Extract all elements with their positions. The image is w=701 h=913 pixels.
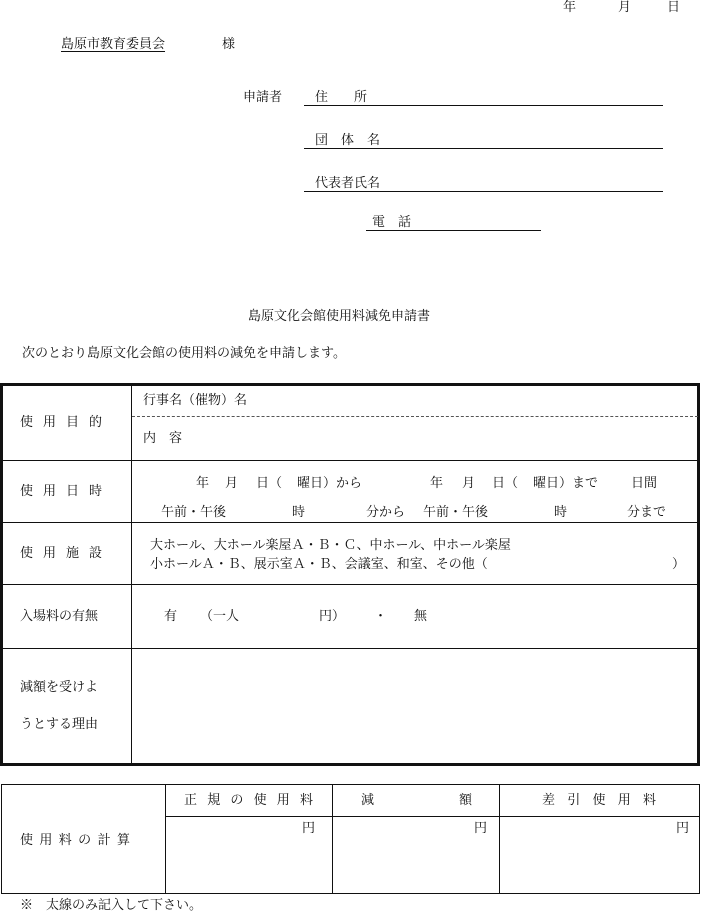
purpose-dashed-divider [132,416,698,417]
facility-line1: 大ホール、大ホール楽屋Ａ・Ｂ・Ｃ、中ホール、中ホール楽屋 [150,538,511,553]
purpose-label: 使 用 目 的 [20,415,102,430]
representative-line[interactable] [304,191,663,192]
dt-days: 日間 [631,476,658,491]
dt-end-weekday: 曜日）まで [533,476,599,491]
facility-label: 使 用 施 設 [20,546,102,561]
fee-header-net: 差 引 使 用 料 [542,793,656,808]
admission-per-person: （一人 [200,609,240,624]
dt-start-day: 日（ [256,476,283,491]
fee-net-input[interactable] [500,817,699,893]
group-name-label: 団 体 名 [315,133,381,148]
datetime-label: 使 用 日 時 [20,484,102,499]
dt-end-year: 年 [430,476,444,491]
dt-start-year: 年 [196,476,210,491]
date-month-label: 月 [618,0,632,15]
dt-start-minute: 分から [366,505,406,520]
admission-label: 入場料の有無 [20,609,99,624]
phone-line[interactable] [366,230,541,231]
addressee-honorific: 様 [222,37,236,52]
reason-label-line1: 減額を受けよ [20,680,99,695]
dt-start-weekday: 曜日）から [297,476,363,491]
reason-input-area[interactable] [132,649,697,763]
address-label: 住 所 [315,90,368,105]
form-intro: 次のとおり島原文化会館の使用料の減免を申請します。 [22,346,346,361]
fee-regular-input[interactable] [166,817,332,893]
group-name-line[interactable] [304,148,663,149]
dt-start-hour: 時 [292,505,306,520]
admission-separator: ・ [374,609,388,624]
representative-label: 代表者氏名 [315,176,381,191]
dt-start-month: 月 [225,476,239,491]
footer-note: ※ 太線のみ記入して下さい。 [20,898,203,913]
admission-no[interactable]: 無 [414,609,428,624]
date-year-label: 年 [563,0,577,15]
facility-close-paren: ） [672,557,686,572]
admission-yes[interactable]: 有 [164,609,178,624]
facility-line2: 小ホールＡ・Ｂ、展示室Ａ・Ｂ、会議室、和室、その他（ [150,557,488,572]
reason-label-line2: うとする理由 [20,717,99,732]
fee-reduction-unit: 円 [474,821,488,836]
applicant-label: 申請者 [243,90,283,105]
phone-label: 電 話 [372,215,412,230]
form-title: 島原文化会館使用料減免申請書 [248,309,431,324]
fee-net-unit: 円 [676,821,690,836]
date-day-label: 日 [667,0,681,15]
fee-reduction-input[interactable] [333,817,499,893]
dt-end-month: 月 [462,476,476,491]
dt-start-ampm: 午前・午後 [161,505,227,520]
addressee-name: 島原市教育委員会 [61,37,166,52]
fee-calc-label: 使 用 料 の 計 算 [20,833,130,848]
dt-end-ampm: 午前・午後 [423,505,489,520]
fee-regular-unit: 円 [302,821,316,836]
event-name-label: 行事名（催物）名 [143,393,248,408]
dt-end-hour: 時 [554,505,568,520]
fee-header-regular: 正 規 の 使 用 料 [184,793,313,808]
address-line[interactable] [304,105,663,106]
fee-header-reduction: 減 額 [361,793,472,808]
content-label: 内 容 [143,431,183,446]
dt-end-minute: 分まで [627,505,667,520]
dt-end-day: 日（ [492,476,519,491]
admission-yen: 円） [319,609,346,624]
